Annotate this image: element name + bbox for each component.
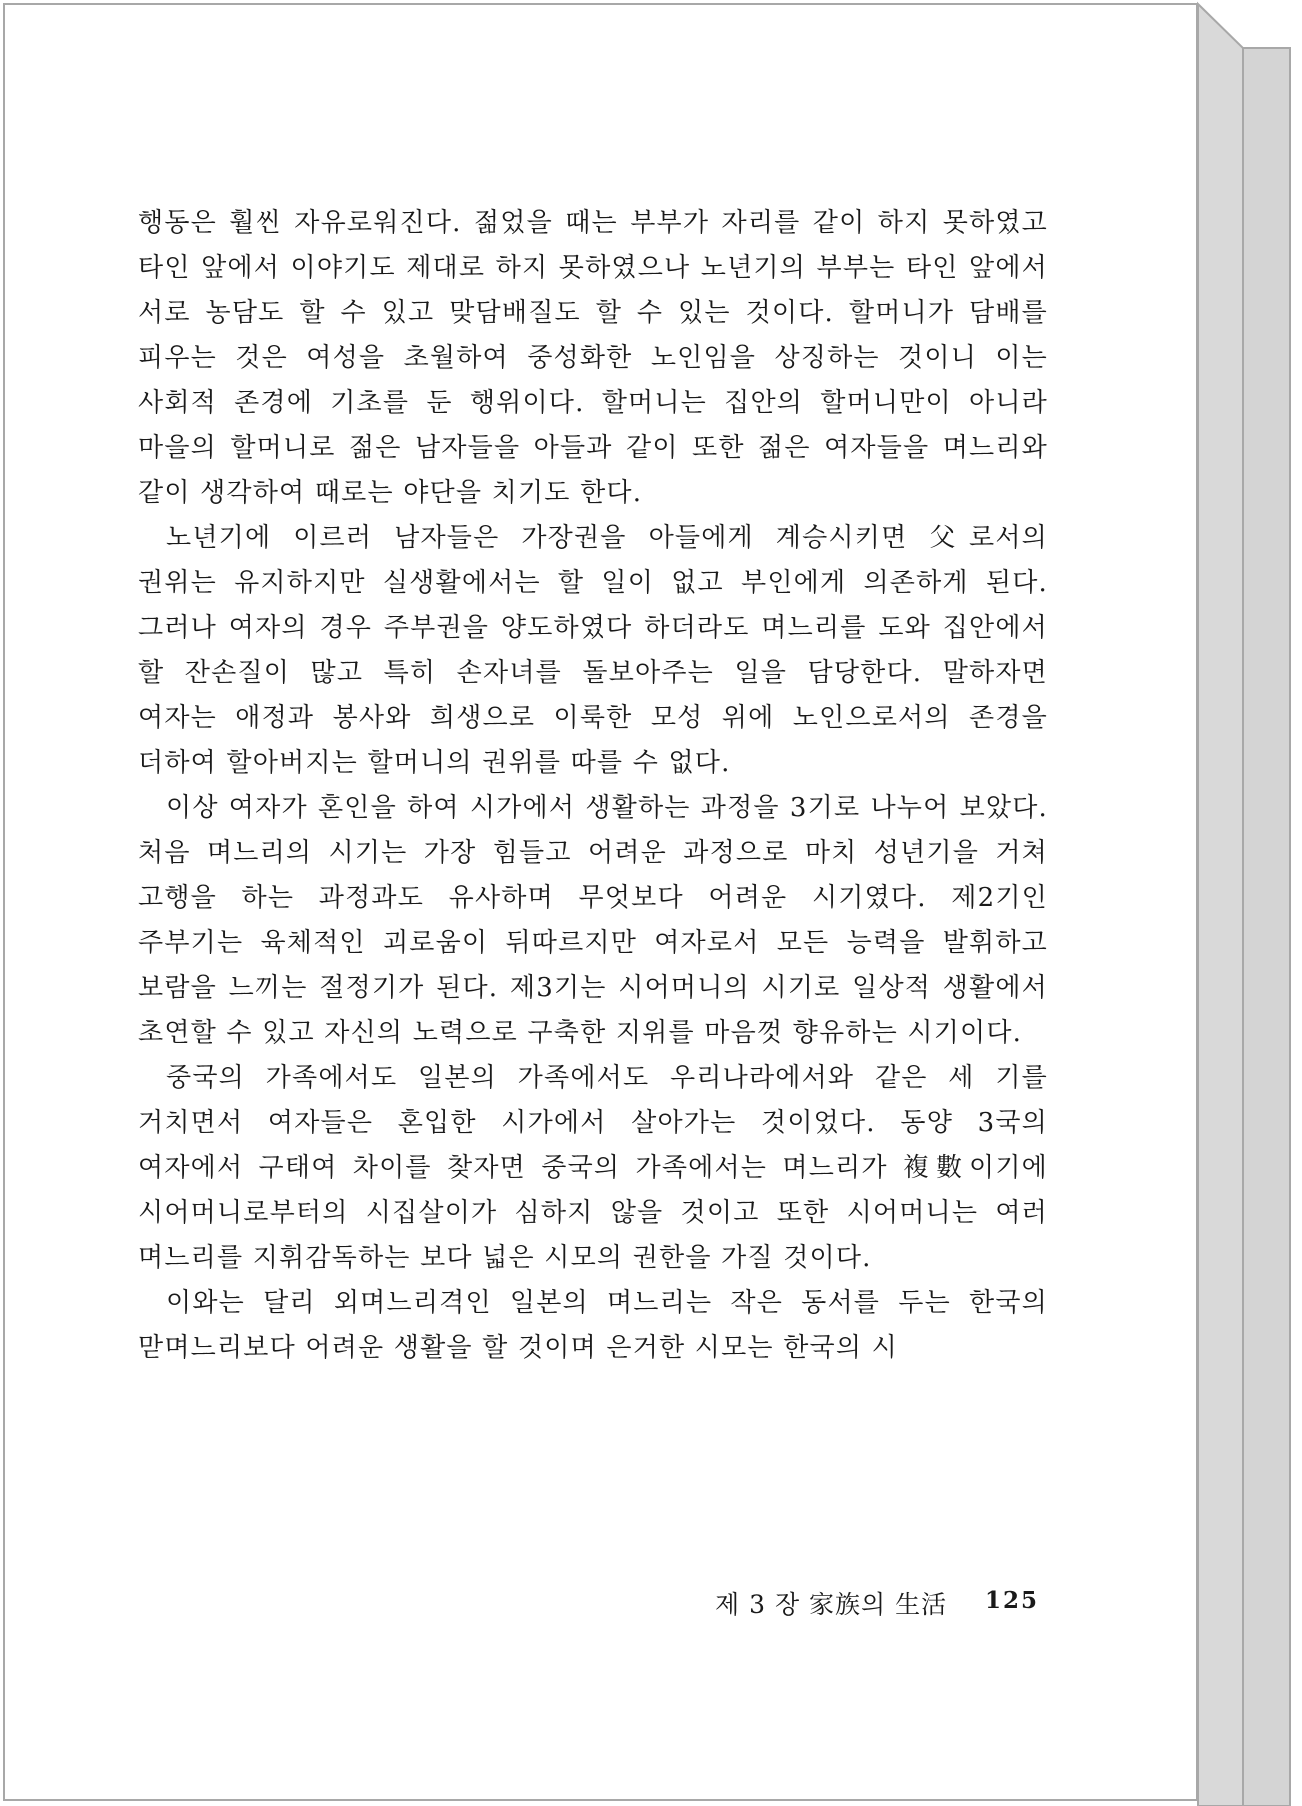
book-side-edge-shape xyxy=(1198,4,1243,1806)
paragraph-2: 노년기에 이르러 남자들은 가장권을 아들에게 계승시키면 父로서의 권위는 유지하지만 실생활에서는 할 일이 없고 부인에게 의존하게 된다. 그러나 여자의 경우 주부권을 양도하였다 하더라도 며느리를 도와 집안에서 할 잔손질이 많고 특히 손자녀를 돌보아주는 일을 담당한다. 말하자면 여자는 애정과 봉사와 희생으로 이룩한 모성 위에 노인으로서의 존경을 더하여 할아버지는 할머니의 권위를 따를 수 없다. xyxy=(138,523,1048,778)
document-page xyxy=(3,3,1198,1801)
paragraph-1: 행동은 훨씬 자유로워진다. 젊었을 때는 부부가 자리를 같이 하지 못하였고 타인 앞에서 이야기도 제대로 하지 못하였으나 노년기의 부부는 타인 앞에서 서로 농담도 할 수 있고 맞담배질도 할 수 있는 것이다. 할머니가 담배를 피우는 것은 여성을 초월하여 중성화한 노인임을 상징하는 것이니 이는 사회적 존경에 기초를 둔 행위이다. 할머니는 집안의 할머니만이 아니라 마을의 할머니로 젊은 남자들을 아들과 같이 또한 젊은 여자들을 며느리와 같이 생각하여 때로는 야단을 치기도 한다. xyxy=(138,208,1048,508)
book-side-edge-thickness xyxy=(1243,48,1290,1806)
page-number: 125 xyxy=(985,1587,1040,1614)
paragraph-4: 중국의 가족에서도 일본의 가족에서도 우리나라에서와 같은 세 기를 거치면서 여자들은 혼입한 시가에서 살아가는 것이었다. 동양 3국의 여자에서 구태여 차이를 찾자면 중국의 가족에서는 며느리가 複數이기에 시어머니로부터의 시집살이가 심하지 않을 것이고 또한 시어머니는 여러 며느리를 지휘감독하는 보다 넓은 시모의 권한을 가질 것이다. xyxy=(138,1063,1048,1273)
body-text xyxy=(138,201,1048,1371)
page-footer xyxy=(5,1585,1200,1625)
running-footer-chapter-title: 제 3 장 家族의 生活 xyxy=(715,1590,948,1619)
paragraph-5: 이와는 달리 외며느리격인 일본의 며느리는 작은 동서를 두는 한국의 맏며느리보다 어려운 생활을 할 것이며 은거한 시모는 한국의 시 xyxy=(138,1288,1048,1363)
paragraph-3: 이상 여자가 혼인을 하여 시가에서 생활하는 과정을 3기로 나누어 보았다. 처음 며느리의 시기는 가장 힘들고 어려운 과정으로 마치 성년기을 거쳐 고행을 하는 과정과도 유사하며 무엇보다 어려운 시기였다. 제2기인 주부기는 육체적인 괴로움이 뒤따르지만 여자로서 모든 능력을 발휘하고 보람을 느끼는 절정기가 된다. 제3기는 시어머니의 시기로 일상적 생활에서 초연할 수 있고 자신의 노력으로 구축한 지위를 마음껏 향유하는 시기이다. xyxy=(138,793,1048,1048)
